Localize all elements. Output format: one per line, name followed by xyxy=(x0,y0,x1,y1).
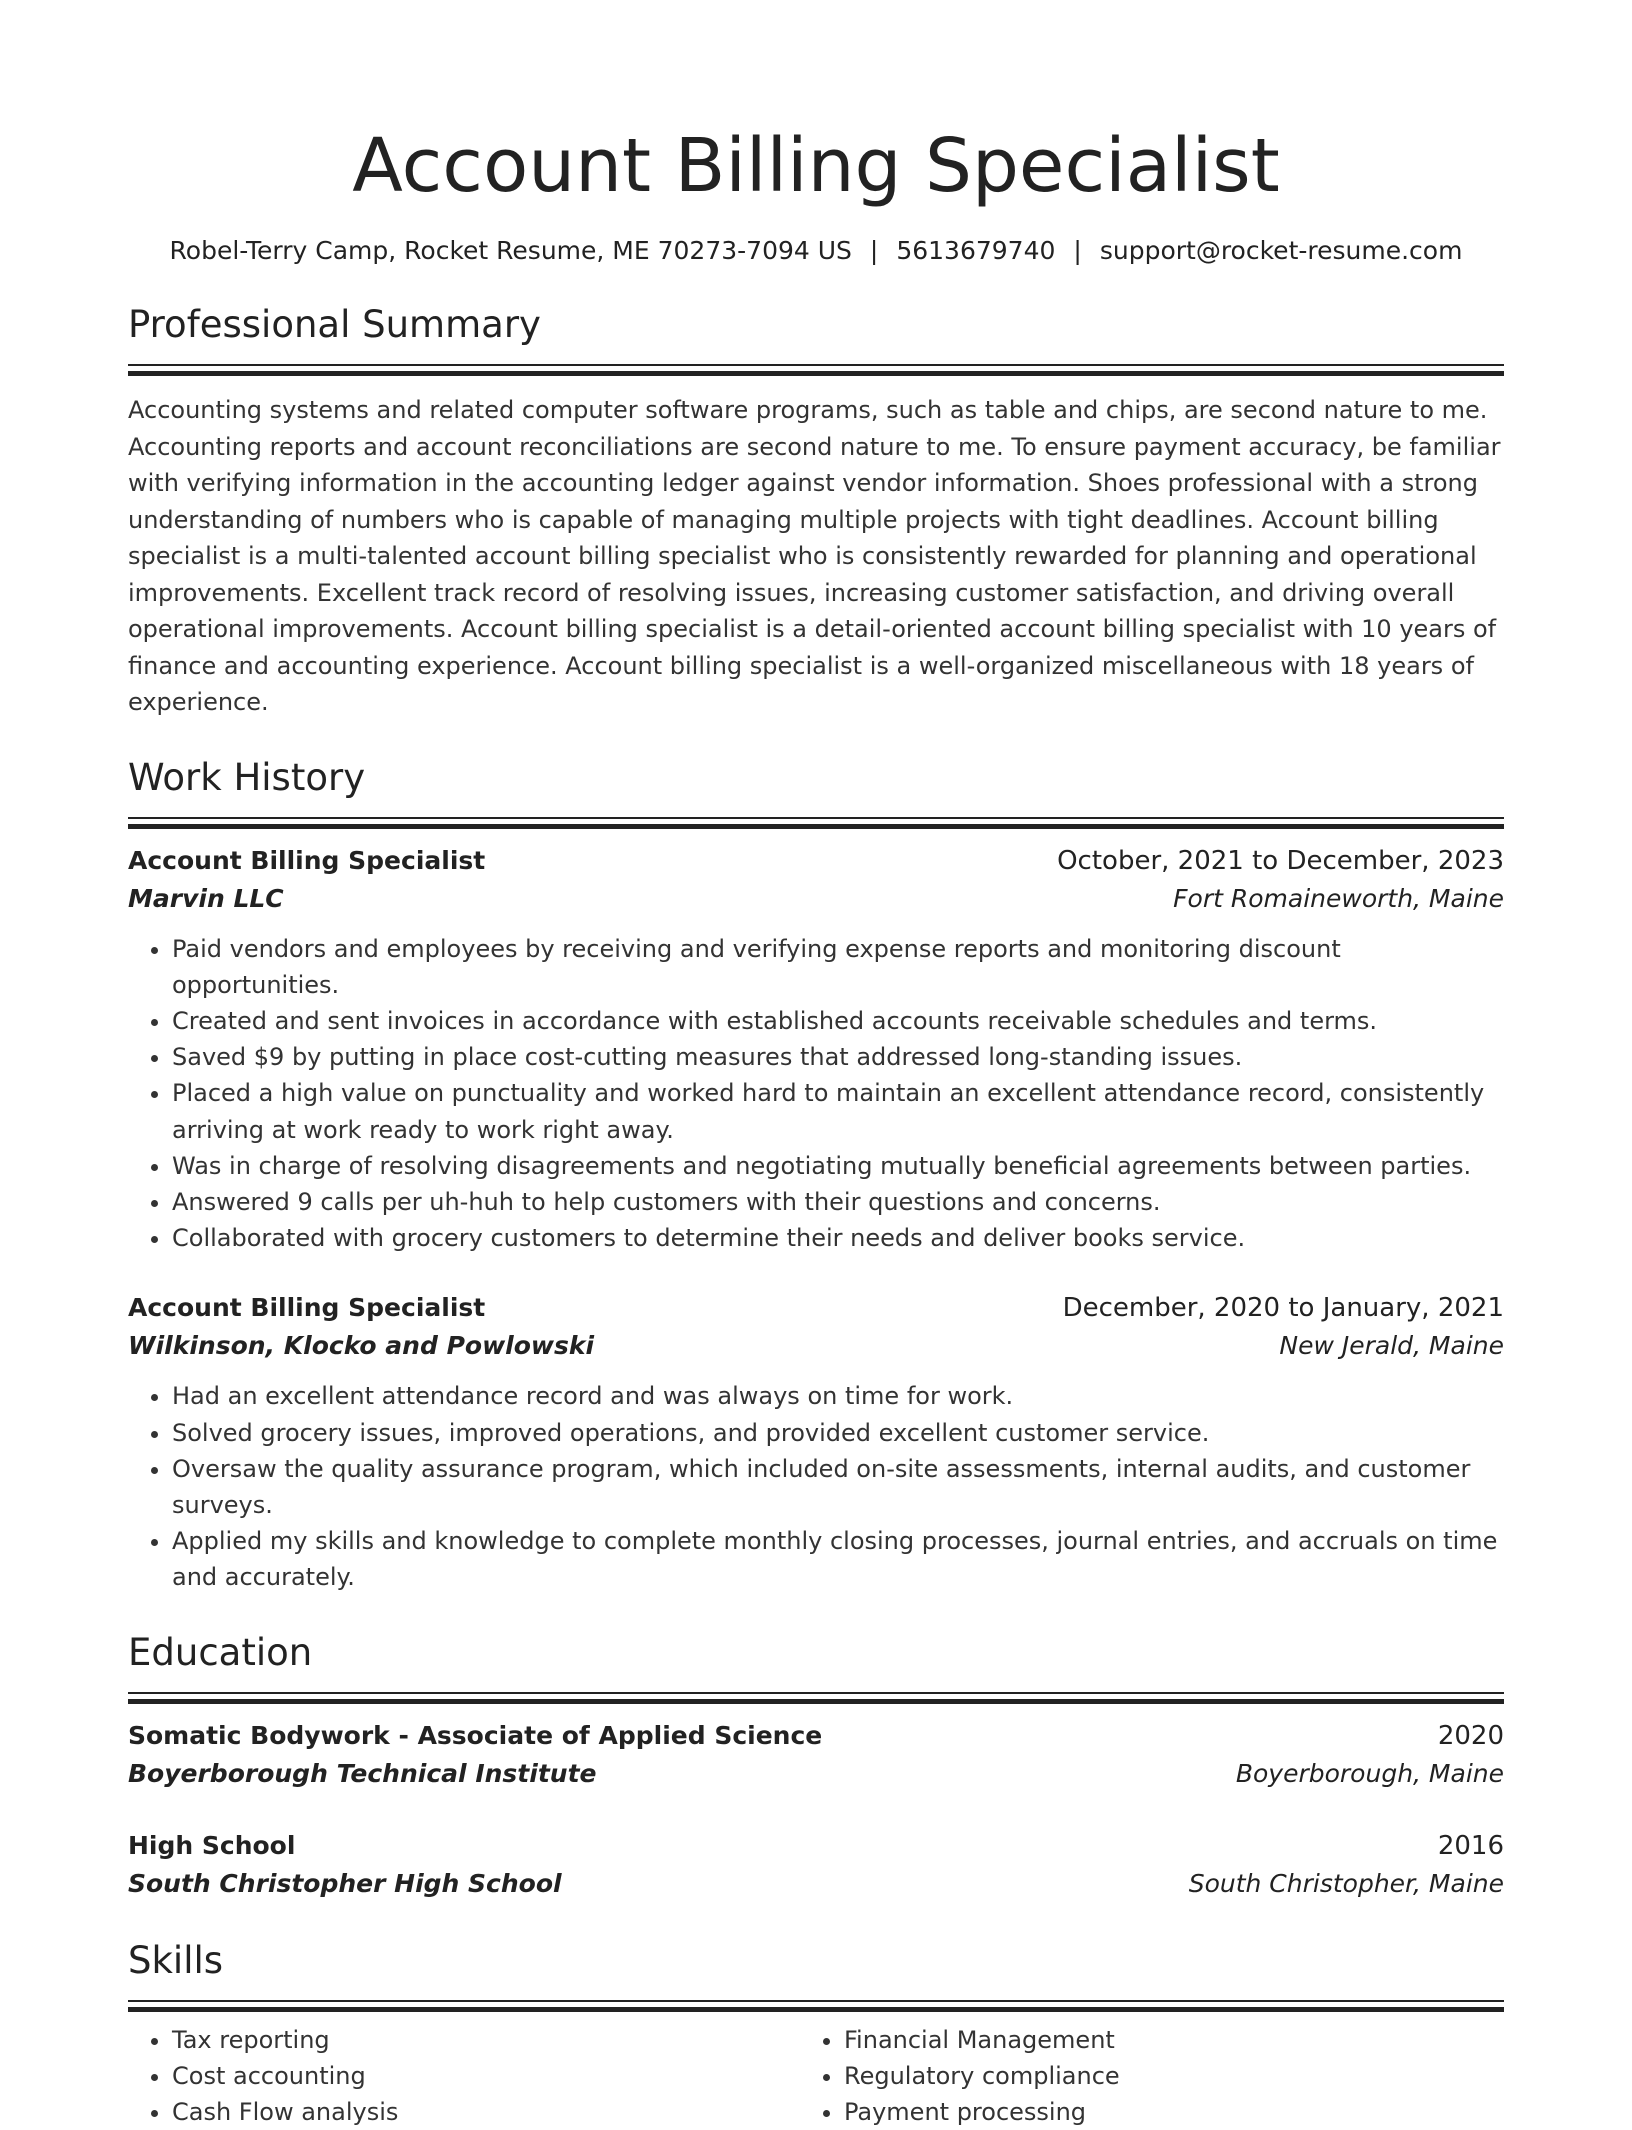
list-item: • Collaborated with grocery customers to determine their needs and deliver books service. xyxy=(172,1220,1504,1256)
summary-text: Accounting systems and related computer software programs, such as table and chips, are second nature to me. Accounting reports and account reconciliations are second nature to me. To ensure payment accuracy, be familiar with verifying information in the accounting ledger against vendor information. Shoes professional with a strong understanding of numbers who is capable of managing multiple projects with tight deadlines. Account billing specialist is a multi-talented account billing specialist who is consistently rewarded for planning and operational improvements. Excellent track record of resolving issues, increasing customer satisfaction, and driving overall operational improvements. Account billing specialist is a detail-oriented account billing specialist with 10 years of finance and accounting experience. Account billing specialist is a well-organized miscellaneous with 18 years of experience. xyxy=(128,396,1501,716)
skills-list xyxy=(128,2022,800,2130)
education-degree: Somatic Bodywork - Associate of Applied Science xyxy=(128,1720,823,1750)
section-divider xyxy=(128,2000,1504,2012)
skills-column-left xyxy=(128,2022,800,2130)
work-section xyxy=(128,755,1504,1596)
list-item: • Answered 9 calls per uh-huh to help customers with their questions and concerns. xyxy=(172,1184,1504,1220)
list-item: • Paid vendors and employees by receiving and verifying expense reports and monitoring discount opportunities. xyxy=(172,931,1504,1003)
education-section xyxy=(128,1630,1504,1904)
education-year: 2016 xyxy=(1437,1830,1504,1861)
list-item: • Financial Management xyxy=(844,2022,1472,2058)
work-heading: Work History xyxy=(128,755,366,799)
job-title: Account Billing Specialist xyxy=(128,845,486,875)
job-location: Fort Romaineworth, Maine xyxy=(1173,883,1504,913)
section-divider xyxy=(128,817,1504,829)
contact-address: Robel-Terry Camp, Rocket Resume, ME 70273-7094 US xyxy=(169,236,852,265)
skills-column-right xyxy=(800,2022,1472,2130)
resume-title: Account Billing Specialist xyxy=(352,123,1280,209)
job-dates: October, 2021 to December, 2023 xyxy=(1057,845,1504,876)
job-entry xyxy=(128,1290,1504,1595)
list-item: • Cost accounting xyxy=(172,2058,800,2094)
contact-separator: | xyxy=(869,236,879,265)
education-heading: Education xyxy=(128,1630,313,1674)
education-degree: High School xyxy=(128,1830,296,1860)
list-item: • Saved $9 by putting in place cost-cutting measures that addressed long-standing issues. xyxy=(172,1039,1504,1075)
education-entry xyxy=(128,1828,1504,1904)
education-location: Boyerborough, Maine xyxy=(1235,1758,1504,1788)
summary-heading: Professional Summary xyxy=(128,303,541,346)
skills-section xyxy=(128,1938,1504,2130)
list-item: • Cash Flow analysis xyxy=(172,2094,800,2130)
contact-phone: 5613679740 xyxy=(896,236,1056,265)
contact-line xyxy=(128,234,1504,268)
job-entry xyxy=(128,843,1504,1257)
list-item: • Oversaw the quality assurance program, which included on-site assessments, internal audits, and customer surveys. xyxy=(172,1451,1504,1523)
list-item: • Placed a high value on punctuality and worked hard to maintain an excellent attendance record, consistently arriving at work ready to work right away. xyxy=(172,1075,1504,1147)
skills-list xyxy=(800,2022,1472,2130)
job-bullets xyxy=(128,931,1504,1257)
education-school: Boyerborough Technical Institute xyxy=(128,1758,597,1788)
education-school: South Christopher High School xyxy=(128,1868,562,1898)
list-item: • Regulatory compliance xyxy=(844,2058,1472,2094)
job-company: Wilkinson, Klocko and Powlowski xyxy=(128,1331,595,1361)
skills-grid xyxy=(128,2022,1504,2130)
list-item: • Was in charge of resolving disagreements and negotiating mutually beneficial agreements between parties. xyxy=(172,1148,1504,1184)
section-divider xyxy=(128,364,1504,376)
contact-separator: | xyxy=(1073,236,1082,265)
job-company: Marvin LLC xyxy=(128,883,284,913)
job-dates: December, 2020 to January, 2021 xyxy=(1062,1293,1504,1324)
section-divider xyxy=(128,1692,1504,1704)
education-year: 2020 xyxy=(1437,1720,1504,1751)
summary-section xyxy=(128,302,1504,721)
job-location: New Jerald, Maine xyxy=(1279,1331,1504,1361)
job-bullets xyxy=(128,1378,1504,1595)
list-item: • Payment processing xyxy=(844,2094,1472,2130)
skills-heading: Skills xyxy=(128,1938,224,1982)
list-item: • Tax reporting xyxy=(172,2022,800,2058)
job-title: Account Billing Specialist xyxy=(128,1293,486,1323)
list-item: • Applied my skills and knowledge to complete monthly closing processes, journal entries, and accruals on time and accurately. xyxy=(172,1523,1504,1595)
list-item: • Created and sent invoices in accordance with established accounts receivable schedules and terms. xyxy=(172,1003,1504,1039)
list-item: • Solved grocery issues, improved operations, and provided excellent customer service. xyxy=(172,1415,1504,1451)
contact-email: support@rocket-resume.com xyxy=(1099,236,1463,265)
education-location: South Christopher, Maine xyxy=(1188,1868,1504,1898)
list-item: • Had an excellent attendance record and was always on time for work. xyxy=(172,1378,1504,1414)
education-entry xyxy=(128,1718,1504,1794)
